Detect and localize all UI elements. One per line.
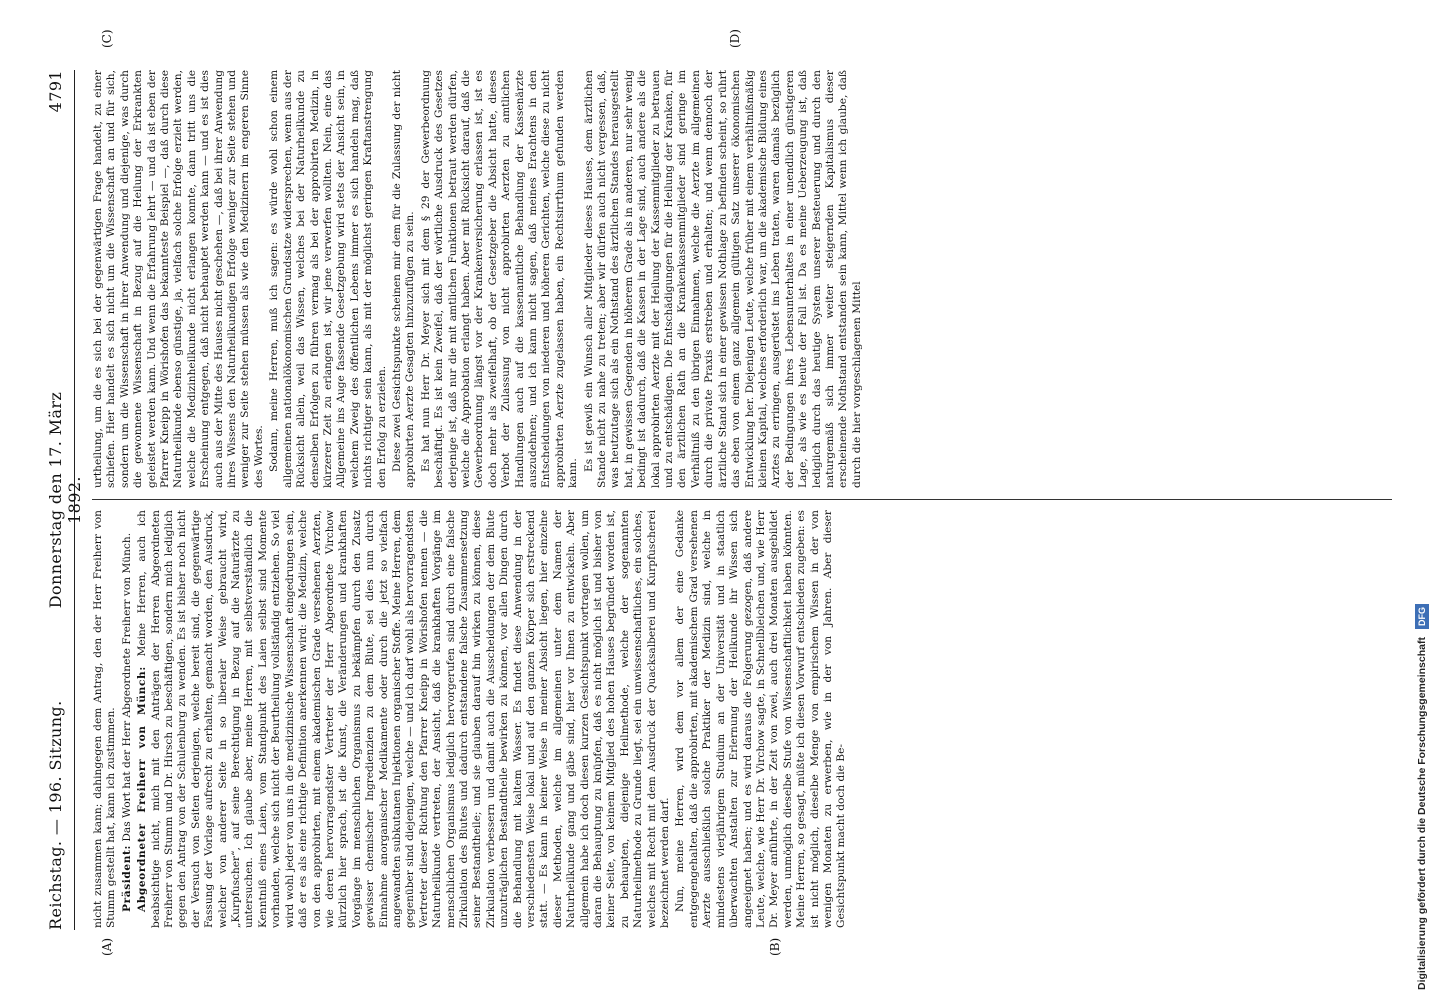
funding-text: Digitalisierung gefördert durch die Deutsche Forschungsgemeinschaft (1416, 637, 1428, 990)
header-date: Donnerstag den 17. März 1892. (46, 391, 84, 609)
digitization-sidebar (1408, 0, 1432, 1000)
paragraph (136, 510, 672, 928)
margin-mark-b: (B) (768, 937, 782, 956)
paragraph: Sodann, meine Herren, muß ich sagen: es würde wohl schon einem allgemeinen nationalökonomischen Grundsatze widersprechen, wenn aus der Rücksicht allein, weil das Wissen, welches bei der Naturheilkunde zu denselben Erfolgen zu führen vermag als bei der approbirten Medizin, in kürzerer Zeit zu erlangen ist, wir jene verwerfen wollten. Nein, eine das Allgemeine ins Auge fassende Gesetzgebung wird stets der Ansicht sein, in welchem Zweig des öffentlichen Lebens immer es sich handeln mag, daß nichts richtiger sein kann, als mit der möglichst geringen Kraftanstrengung den Erfolg zu erzielen. (268, 70, 388, 488)
paragraph-text: Meine Herren, auch ich beabsichtige nicht, mich mit den Anträgen der Herren Abgeordneten Freiherr von Stumm und Dr. Hirsch zu beschäftigen, sondern mich lediglich gegen den Antrag von der Schulenburg zu wenden. Es ist bisher noch nicht der Versuch von Seiten derjenigen, welche bereit sind, die gegenwärtige Fassung der Vorlage aufrecht zu erhalten, gemacht worden, den Ausdruck, welcher von anderer Seite in so liberaler Weise gebraucht wird, „Kurpfuscher“, auf seine Berechtigung in Bezug auf die Naturärzte zu untersuchen. Ich glaube aber, meine Herren, mit selbstverständlich die Kenntniß eines Laien, vom Standpunkt des Laien selbst sind Momente vorhanden, welche sich nicht der Beurtheilung vollständig entziehen. So viel wird wohl jeder von uns in die medizinische Wissenschaft eingedrungen sein, daß er es als eine richtige Definition anerkennen wird: die Medizin, welche von den approbirten, mit einem akademischen Grade versehenen Aerzten, wie deren hervorragendster Vertreter der Herr Abgeordnete Virchow kürzlich hier sprach, ist die Kunst, die Veränderungen und krankhaften Vorgänge im menschlichen Organismus zu bekämpfen durch den Zusatz gewisser chemischer Ingredienzien zu dem Blute, sei dies nun durch Einnahme anorganischer Medikamente oder durch die jetzt so vielfach angewandten subkutanen Injektionen organischer Stoffe. Meine Herren, dem gegenüber sind diejenigen, welche — und ich darf wohl als hervorragendsten Vertreter dieser Richtung den Pfarrer Kneipp in Wörishofen nennen — die Naturheilkunde vertreten, der Ansicht, daß die krankhaften Vorgänge im menschlichen Organismus lediglich hervorgerufen sind durch eine falsche Zirkulation des Blutes und dadurch entstandene falsche Zusammensetzung seiner Bestandtheile; und sie glauben darauf hin wirken zu können, diese Zirkulation verbessern und damit auch die Ausscheidungen der dem Blute unzuträglichen Bestandtheile bewirken zu können, vor allen Dingen durch die Behandlung mit kaltem Wasser. Es findet diese Anwendung in der verschiedensten Weise lokal und auf den ganzen Körper sich erstreckend statt. — Es kann in keiner Weise in meiner Absicht liegen, hier einzelne dieser Methoden, welche im allgemeinen unter dem Namen der Naturheilkunde gang und gäbe sind, hier vor Ihnen zu entwickeln. Aber allgemein habe ich doch diesen kurzen Gesichtspunkt vortragen wollen, um daran die Behauptung zu knüpfen, daß es nicht möglich ist und bisher von keiner Seite, von keinem Mitglied des hohen Hauses begründet worden ist, zu behaupten, diejenige Heilmethode, welche der sogenannten Naturheilmethode zu Grunde liegt, sei ein unwissenschaftliches, ein solches, welches mit Recht mit dem Ausdruck der Quacksalberei und Kurpfuscherei bezeichnet werden darf. (136, 510, 672, 928)
column-divider (92, 499, 1392, 500)
paragraph: nicht zusammen kann; dahingegen dem Antrag, den der Herr Freiherr von Stumm gestellt hat, kann ich zustimmen. (92, 510, 118, 928)
speaker-label: Abgeordneter Freiherr von Münch: (136, 666, 149, 912)
paragraph: urtheilung, um die es sich bei der gegenwärtigen Frage handelt, zu einer schiefen. Hier handelt es sich nicht um die Wissenschaft an und für sich, sondern um die Wissenschaft in ihrer Anwendung und diejenige, was durch die gewonnene Wissenschaft in Bezug auf die Heilung der Erkrankten geleistet werden kann. Und wenn die Erfahrung lehrt — und da ist eben der Pfarrer Kneipp in Wörishofen das bekannteste Beispiel —, daß durch diese Naturheilkunde ebenso günstige, ja, vielfach solche Erfolge erzielt werden, welche die Medizinheilkunde nicht erlangen konnte, dann tritt uns die Erscheinung entgegen, daß nicht behauptet werden kann — und es ist dies auch aus der Mitte des Hauses nicht geschehen —, daß bei ihrer Anwendung ihres Wissens den Naturheilkundigen Erfolge weniger zur Seite stehen und weniger zur Seite stehen müssen als wie den Medizinern im engeren Sinne des Wortes. (92, 70, 265, 488)
right-column (92, 70, 1392, 488)
funding-note (1412, 0, 1432, 990)
paragraph: Nun, meine Herren, wird dem vor allem der eine Gedanke entgegengehalten, daß die approbirten, mit akademischem Grad versehenen Aerzte ausschließlich solche Praktiker der Medizin sind, welche in mindestens vierjährigem Studium an der Universität und in staatlich überwachten Anstalten zur Erlernung der Heilkunde ihr Wissen sich angeeignet haben; und es wird daraus die Folgerung gezogen, daß andere Leute, welche, wie Herr Dr. Virchow sagte, in Schnellbleichen und, wie Herr Dr. Meyer anführte, in der Zeit von zwei, auch drei Monaten ausgebildet werden, unmöglich dieselbe Stufe von Wissenschaftlichkeit haben könnten. Meine Herren, so gesagt, müßte ich diesen Vorwurf entschieden zugeben: es ist nicht möglich, dieselbe Menge von empirischem Wissen in der von wenigen Monaten zu erwerben, wie in der von Jahren. Aber dieser Gesichtspunkt macht doch die Be- (674, 510, 848, 928)
dfg-logo: DFG (1415, 604, 1429, 629)
paragraph: Es hat nun Herr Dr. Meyer sich mit dem § 29 der Gewerbeordnung beschäftigt. Es ist kein Zweifel, daß der wörtliche Ausdruck des Gesetzes derjenige ist, daß nur die mit amtlichen Funktionen betraut werden dürfen, welche die Approbation erlangt haben. Aber mit Rücksicht darauf, daß die Gewerbeordnung längst vor der Krankenversicherung erlassen ist, ist es doch mehr als zweifelhaft, ob der Gesetzgeber die Absicht hatte, dieses Verbot der Zulassung von nicht approbirten Aerzten zu amtlichen Handlungen auch auf die kassenamtliche Behandlung der Kassenärzte auszudehnen; und ich kann nicht sagen, daß meines Erachtens in den Entscheidungen von niederen und höheren Gerichten, welche diese zu nicht approbirten Aerzte zugelassen haben, ein Rechtsirrthum gefunden werden kann. (419, 70, 580, 488)
paragraph (121, 510, 134, 928)
margin-mark-d: (D) (728, 29, 742, 48)
page-number: 4791 (46, 70, 65, 113)
speaker-label: Präsident: (120, 844, 133, 912)
page-header (40, 70, 84, 930)
paragraph-text: Das Wort hat der Herr Abgeordnete Freiherr von Münch. (120, 532, 133, 842)
left-column (92, 510, 1392, 928)
paragraph: Diese zwei Gesichtspunkte scheinen mir dem für die Zulassung der nicht approbirten Aerzte Gesagten hinzuzufügen zu sein. (390, 70, 417, 488)
margin-mark-a: (A) (100, 937, 114, 956)
margin-mark-c: (C) (100, 29, 114, 48)
header-session: Reichstag. — 196. Sitzung. (46, 700, 65, 930)
paragraph: Es ist gewiß ein Wunsch aller Mitglieder dieses Hauses, dem ärztlichen Stande nicht zu nahe zu treten; aber wir dürfen auch nicht vergessen, daß, was heutzutage sich als ein Nothstand des ärztlichen Standes herausgestellt hat, in gewissen Gegenden in höherem Grade als in anderen, nur sehr wenig bedingt ist dadurch, daß die Kassen in der Lage sind, auch andere als die lokal approbirten Aerzte mit der Heilung der Kassenmitglieder zu betrauen und zu entschädigen. Die Entschädigungen für die Heilung der Kranken, für den ärztlichen Rath an die Krankenkassenmitglieder sind geringe im Verhältniß zu den übrigen Einnahmen, welche die Aerzte im allgemeinen durch die private Praxis erstreben und erhalten; und wenn dennoch der ärztliche Stand sich in einer gewissen Nothlage zu befinden scheint, so rührt das eben von einem ganz allgemein gültigen Satz unserer ökonomischen Entwicklung her. Diejenigen Leute, welche früher mit einem verhältnißmäßig kleinen Kapital, welches erforderlich war, um die akademische Bildung eines Arztes zu erringen, ausgerüstet ins Leben traten, waren damals bezüglich der Bedingungen ihres Lebensunterhaltes in einer unendlich günstigeren Lage, als wie es heute der Fall ist. Da es meine Ueberzeugung ist, daß lediglich durch das heutige System unserer Besteuerung und durch den naturgemäß sich immer weiter steigernden Kapitalismus dieser erscheinende Nothstand entstanden sein kann, Mittel wenn ich glaube, daß durch die hier vorgeschlagenen Mittel (582, 70, 863, 488)
